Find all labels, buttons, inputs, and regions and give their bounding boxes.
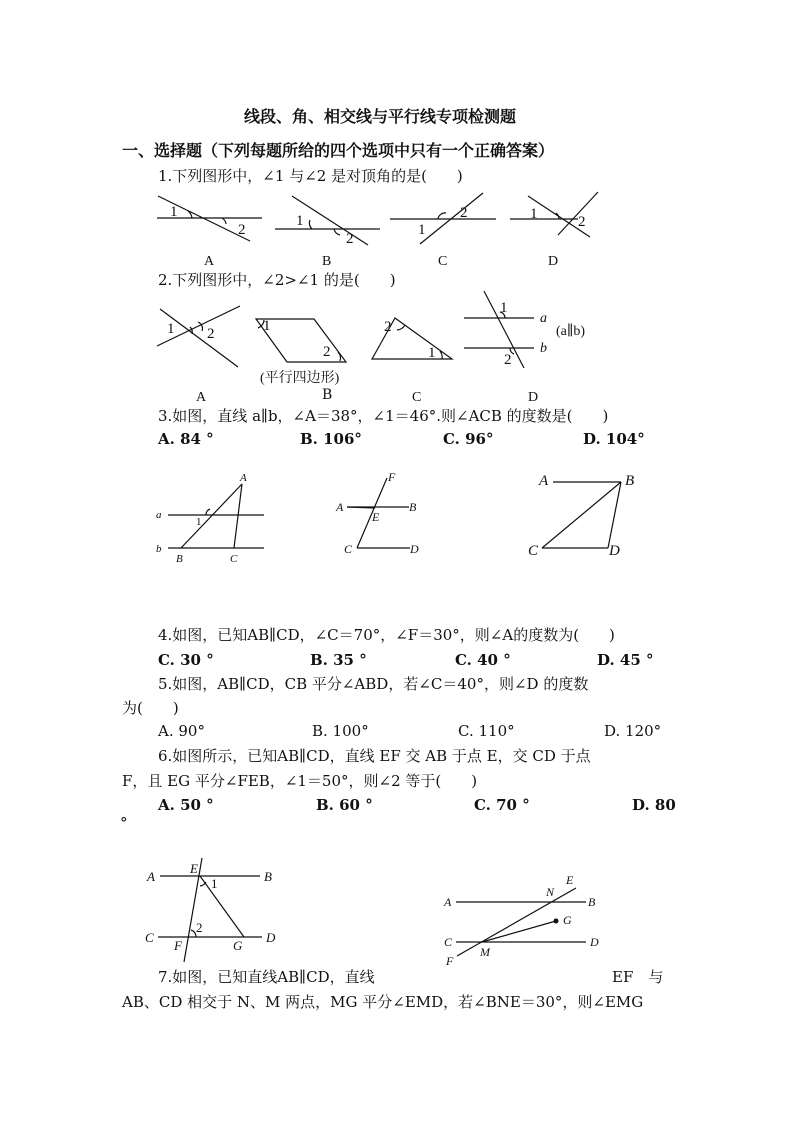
q6-option-d[interactable]: D. 80 [632,796,676,814]
q3-stem: 3.如图，直线 a∥b，∠A＝38°，∠1＝46°.则∠ACB 的度数是( ) [158,407,609,425]
q3-option-a[interactable]: A. 84 ° [158,430,214,448]
fig3c-label-D: D [609,543,620,559]
fig3a-label-B: B [176,553,183,565]
fig3a-label-C: C [230,553,238,565]
q4-option-d[interactable]: D. 45 ° [597,651,654,669]
q6-stem-line1: 6.如图所示，已知AB∥CD，直线 EF 交 AB 于点 E，交 CD 于点 [158,747,591,765]
q7-stem-line1b: EF 与 [612,968,664,986]
q2b-mark1: 1 [263,318,271,334]
fig3c-label-A: A [539,473,549,489]
q2-label-d: D [528,390,539,405]
fig7-label-M: M [480,945,490,959]
fig3b-label-D: D [410,542,419,556]
fig7-label-A: A [444,895,452,909]
q7-stem-line1: 7.如图，已知直线AB∥CD，直线 [158,968,375,986]
fig7-label-N: N [546,885,555,899]
fig3a-line-AC [234,484,242,548]
fig3c-line-CB [542,482,621,548]
q1b-mark2: 2 [346,231,354,247]
q5-option-a[interactable]: A. 90° [158,722,205,740]
q2-label-a: A [196,390,207,405]
q1c-arc [438,213,446,219]
q5-stem-line1: 5.如图，AB∥CD，CB 平分∠ABD，若∠C＝40°，则∠D 的度数 [158,675,589,693]
fig7-label-F: F [446,954,454,968]
fig3a-label-b: b [156,543,162,555]
q2-label-c: C [412,390,422,405]
fig7-label-G: G [563,913,572,927]
section-heading: 一、选择题（下列每题所给的四个选项中只有一个正确答案） [122,141,555,160]
fig7-label-B: B [588,895,596,909]
fig3a-arc [206,509,210,515]
q2d-mark2: 2 [504,352,512,368]
q4-option-a[interactable]: C. 30 ° [158,651,214,669]
q1d-mark2: 2 [578,214,586,230]
fig3b-label-F: F [388,470,396,484]
q6-option-b[interactable]: B. 60 ° [316,796,373,814]
q3-option-c[interactable]: C. 96° [443,430,494,448]
q6-stem-line2: F，且 EG 平分∠FEB，∠1＝50°，则∠2 等于( ) [122,772,478,790]
fig6-mark2: 2 [196,920,203,935]
page-title: 线段、角、相交线与平行线专项检测题 [244,107,517,126]
fig6-arc1 [200,882,206,886]
fig6-label-B: B [264,869,272,884]
fig3c-label-B: B [625,473,635,489]
q1b-arc2 [334,229,340,235]
fig7-line-MG [482,921,556,942]
q1-label-d: D [548,254,559,269]
q5-option-c[interactable]: C. 110° [458,722,515,740]
q1a-mark2: 2 [238,222,246,238]
fig3b-label-C: C [344,542,353,556]
q3-option-b[interactable]: B. 106° [300,430,362,448]
q2c-arc1 [397,325,405,330]
fig6-label-A: A [147,869,155,884]
fig3a-label-A: A [240,472,247,484]
q1-stem: 1.下列图形中，∠1 与∠2 是对顶角的是( ) [158,167,463,185]
q2a-mark2: 2 [207,326,215,342]
q6-option-a[interactable]: A. 50 ° [158,796,214,814]
q4-stem: 4.如图，已知AB∥CD，∠C＝70°，∠F＝30°，则∠A的度数为( ) [158,626,615,644]
fig6-label-E: E [190,861,198,876]
fig3b-label-E: E [372,510,380,524]
fig7-point-g [554,919,559,924]
fig7-label-D: D [590,935,599,949]
q6-option-d-wrap: ° [120,814,128,832]
q7-stem-line2: AB、CD 相交于 N、M 两点，MG 平分∠EMD，若∠BNE＝30°，则∠EMG [122,993,644,1011]
q2-stem: 2.下列图形中，∠2>∠1 的是( ) [158,271,396,289]
q2a-line2 [160,309,238,367]
fig6-label-F: F [174,938,182,953]
q5-option-b[interactable]: B. 100° [312,722,369,740]
fig7-label-E: E [566,873,574,887]
q1a-arc2 [222,218,226,224]
q3-option-d[interactable]: D. 104° [583,430,645,448]
fig3a-label-a: a [156,509,162,521]
fig6-mark1: 1 [211,876,218,891]
fig3b-label-A: A [336,500,344,514]
q6-option-c[interactable]: C. 70 ° [474,796,530,814]
q1-label-c: C [438,254,448,269]
q4-option-c[interactable]: C. 40 ° [455,651,511,669]
q2c-mark1: 1 [428,345,436,361]
q2b-note: (平行四边形) [260,371,340,386]
q2d-mark1: 1 [500,300,508,316]
q2d-note-parallel: (a∥b) [556,324,586,339]
fig3b-label-B: B [409,500,417,514]
fig6-label-D: D [266,930,276,945]
q4-option-b[interactable]: B. 35 ° [310,651,367,669]
q2c-mark2: 2 [384,319,392,335]
fig6-line-EG [200,876,244,937]
q2d-label-a: a [540,311,547,326]
fig3c-label-C: C [528,543,539,559]
fig3a-line-AB [181,484,242,548]
q2b-mark2: 2 [323,344,331,360]
q1c-mark1: 1 [418,222,426,238]
fig3a-mark1: 1 [196,516,202,528]
q2a-mark1: 1 [167,321,175,337]
q2-label-b: B [322,387,333,403]
q5-stem-line2: 为( ) [122,699,179,717]
fig7-label-C: C [444,935,453,949]
q5-option-d[interactable]: D. 120° [604,722,662,740]
q1b-mark1: 1 [296,213,304,229]
q1d-mark1: 1 [530,206,538,222]
q1b-arc1 [309,220,312,229]
fig6-label-G: G [233,938,243,953]
q1-label-b: B [322,254,332,269]
q1-label-a: A [204,254,215,269]
q1a-mark1: 1 [170,204,178,220]
q2d-label-b: b [540,341,547,356]
q1c-mark2: 2 [460,205,468,221]
fig6-label-C: C [145,930,154,945]
